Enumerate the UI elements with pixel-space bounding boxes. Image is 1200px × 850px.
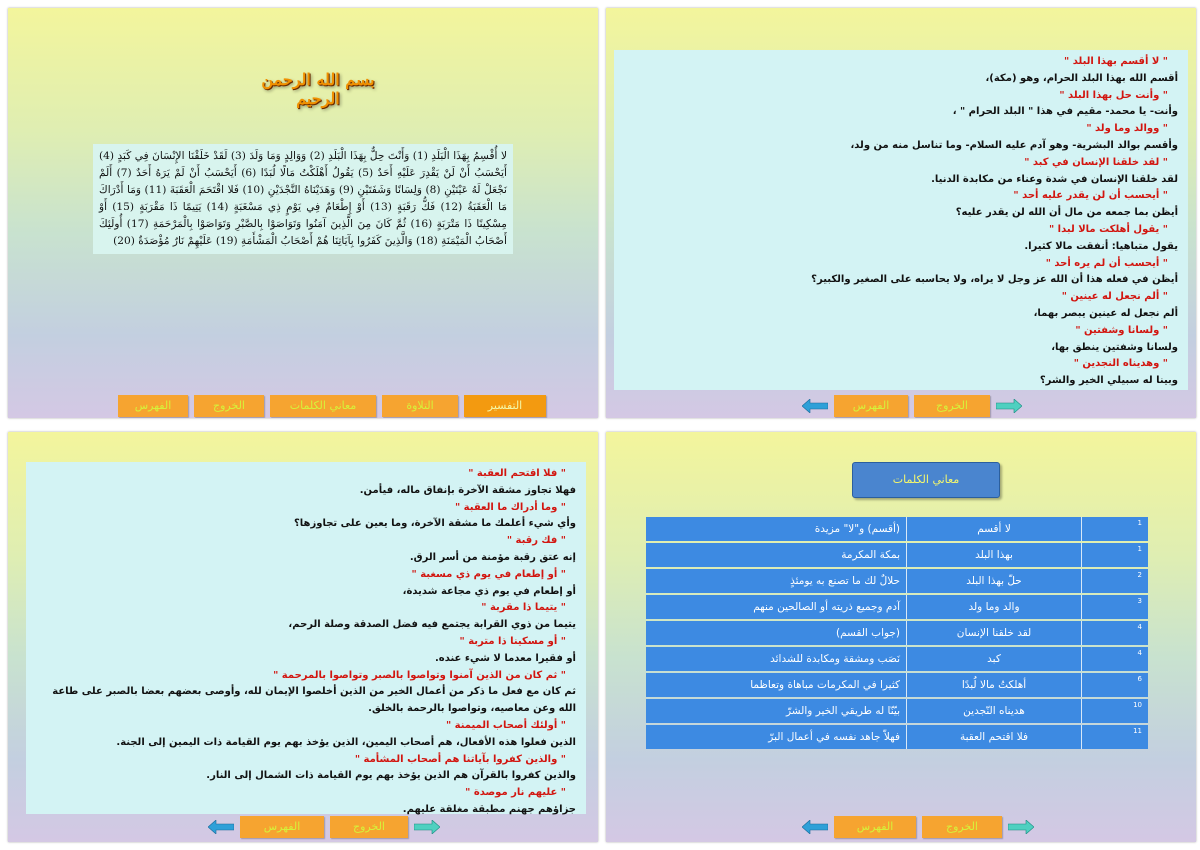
verse-quote: " يتيما ذا مقربة " [481,602,566,614]
word-meanings-table [646,515,1148,751]
meaning-cell: كثيرا في المكرمات مباهاة وتعاظما [646,673,906,697]
verse-quote: " ألم نجعل له عينين " [1061,291,1168,303]
meaning-cell: آدم وجميع ذريته أو الصالحين منهم [646,595,906,619]
table-row [646,647,1148,671]
row-number: 4 [1081,621,1148,645]
verse-quote: " أو مسكينا ذا متربة " [459,635,566,647]
index-button[interactable]: الفهرس [834,395,908,417]
verse-explanation: أقسم الله بهذا البلد الحرام، وهو (مكة)، [985,72,1178,84]
verse-explanation: ألم نجعل له عينين يبصر بهما، [1033,307,1178,319]
verse-quote: " ووالد وما ولد " [1086,123,1168,135]
meaning-cell: بمكة المكرمة [646,543,906,567]
word-cell: حلّ بهذا البلد [906,569,1081,593]
index-button[interactable]: الفهرس [240,816,324,838]
word-cell: بهذا البلد [906,543,1081,567]
table-row [646,595,1148,619]
slide1-navbar [118,395,546,417]
row-number: 1 [1081,517,1148,541]
slide3-navbar [208,816,440,838]
row-number: 3 [1081,595,1148,619]
word-cell: أهلكتُ مالا لُبدًا [906,673,1081,697]
word-cell: هديناه النّجدين [906,699,1081,723]
exit-button[interactable]: الخروج [330,816,408,838]
verse-explanation: أيظن في فعله هذا أن الله عز وجل لا يراه، ولا يحاسبه على الصغير والكبير؟ [811,274,1178,286]
verse-explanation: جزاؤهم جهنم مطبقة مغلقة عليهم. [402,803,576,815]
row-number: 2 [1081,569,1148,593]
verse-quote: " أولئك أصحاب الميمنة " [445,719,566,731]
next-arrow-icon[interactable] [1008,820,1034,834]
exit-button[interactable]: الخروج [922,816,1002,838]
verse-explanation: إنه عتق رقبة مؤمنة من أسر الرق. [409,551,576,563]
tafsir-button[interactable]: التفسير [464,395,546,417]
exit-button[interactable]: الخروج [194,395,264,417]
slide-word-meanings [606,432,1196,842]
slide2-navbar [802,395,1022,417]
next-arrow-icon[interactable] [414,820,440,834]
word-cell: لا أقسم [906,517,1081,541]
verse-quote: " يقول أهلكت مالا لبدا " [1048,223,1168,235]
verse-quote: " فلا اقتحم العقبة " [468,468,566,479]
table-row [646,673,1148,697]
verse-quote: " ولسانا وشفتين " [1075,324,1168,336]
prev-arrow-icon[interactable] [208,820,234,834]
verse-explanation: وأي شيء أعلمك ما مشقة الآخرة، وما يعين على تجاوزها؟ [294,518,576,530]
verse-explanation: أو إطعام في يوم ذي مجاعة شديدة، [402,585,576,597]
verse-explanation: وبينا له سبيلي الخير والشر؟ [1039,375,1178,387]
word-meanings-banner: معاني الكلمات [852,462,1000,498]
tafsir-panel-1 [614,50,1188,390]
verse-explanation: وأقسم بوالد البشرية- وهو آدم عليه السلام- وما تناسل منه من ولد، [850,139,1178,151]
verse-quote: " وأنت حل بهذا البلد " [1059,89,1168,101]
index-button[interactable]: الفهرس [834,816,916,838]
surah-verses: لا أُقْسِمُ بِهَذَا الْبَلَدِ (1) وَأَنْتَ حِلٌّ بِهَذَا الْبَلَدِ (2) وَوَالِدٍ وَمَا وَلَدَ (3) لَقَدْ خَلَقْنَا الإِنْسَانَ فِي كَبَدٍ (4) أَيَحْسَبُ أَنْ لَنْ يَقْدِرَ عَلَيْهِ أَحَدٌ (5) يَقُولُ أَهْلَكْتُ مَالًا لُبَدًا (6) أَيَحْسَبُ أَنْ لَمْ يَرَهُ أَحَدٌ (7) أَلَمْ نَجْعَلْ لَهُ عَيْنَيْنِ (8) وَلِسَانًا وَشَفَتَيْنِ (9) وَهَدَيْنَاهُ النَّجْدَيْنِ (10) فَلا اقْتَحَمَ الْعَقَبَةَ (11) وَمَا أَدْرَاكَ مَا الْعَقَبَةُ (12) فَكُّ رَقَبَةٍ (13) أَوْ إِطْعَامٌ فِي يَوْمٍ ذِي مَسْغَبَةٍ (14) يَتِيمًا ذَا مَقْرَبَةٍ (15) أَوْ مِسْكِينًا ذَا مَتْرَبَةٍ (16) ثُمَّ كَانَ مِنَ الَّذِينَ آمَنُوا وَتَوَاصَوْا بِالصَّبْرِ وَتَوَاصَوْا بِالْمَرْحَمَةِ (17) أُولَئِكَ أَصْحَابُ الْمَيْمَنَةِ (18) وَالَّذِينَ كَفَرُوا بِآيَاتِنَا هُمْ أَصْحَابُ الْمَشْأَمَةِ (19) عَلَيْهِمْ نَارٌ مُؤْصَدَةٌ (20) [93,144,513,254]
verse-explanation: أو فقيرا معدما لا شيء عنده. [435,652,576,664]
slide4-navbar [802,816,1034,838]
table-row [646,621,1148,645]
table-row [646,569,1148,593]
verse-quote: " فك رقبة " [506,535,566,547]
meaning-cell: (جواب القسم) [646,621,906,645]
verse-quote: " أيحسب أن لن يقدر عليه أحد " [1013,190,1168,202]
exit-button[interactable]: الخروج [914,395,990,417]
slide-tafsir-1 [606,8,1196,418]
word-cell: كبد [906,647,1081,671]
verse-explanation: أيظن بما جمعه من مال أن الله لن يقدر عليه؟ [955,207,1178,219]
meaning-cell: (أقسم) و"لا" مزيدة [646,517,906,541]
verse-quote: " أو إطعام في يوم ذي مسغبة " [411,568,566,580]
index-button[interactable]: الفهرس [118,395,188,417]
prev-arrow-icon[interactable] [802,399,828,413]
verse-explanation: ثم كان مع فعل ما ذكر من أعمال الخير من الذين أخلصوا الإيمان لله، وأوصى بعضهم بعضا بالصبر على طاعة الله وعن معاصيه، وتواصوا بالرحمة بالخلق. [52,686,576,715]
slide-tafsir-2 [8,432,598,842]
verse-explanation: وأنت- يا محمد- مقيم في هذا " البلد الحرام " ، [952,106,1178,118]
verse-quote: " وهديناه النجدين " [1073,358,1168,370]
table-row [646,699,1148,723]
meanings-button[interactable]: معاني الكلمات [270,395,376,417]
verse-explanation: ولسانا وشفتين ينطق بها، [1051,341,1178,353]
verse-quote: " والذين كفروا بآياتنا هم أصحاب المشأمة " [354,753,566,765]
row-number: 4 [1081,647,1148,671]
table-row [646,517,1148,541]
bismillah-title: بسم الله الرحمن الرحيم [261,70,375,108]
meaning-cell: فهلاّ جاهد نفسه في أعمال البرّ [646,725,906,749]
verse-explanation: لقد خلقنا الإنسان في شدة وعناء من مكابدة الدنيا. [931,173,1178,185]
verse-explanation: والذين كفروا بالقرآن هم الذين يؤخذ بهم يوم القيامة ذات الشمال إلى النار. [206,770,576,782]
recitation-button[interactable]: التلاوة [382,395,458,417]
tafsir-panel-2 [26,462,586,814]
verse-quote: " عليهم نار موصدة " [465,787,566,799]
meaning-cell: نَصَب ومشقة ومكابدة للشدائد [646,647,906,671]
verse-quote: " وما أدراك ما العقبة " [454,501,566,513]
row-number: 10 [1081,699,1148,723]
verse-explanation: يقول متباهيا: أنفقت مالا كثيرا. [1024,240,1178,252]
table-row [646,543,1148,567]
meaning-cell: بيّنّا له طريقي الخير والشرّ [646,699,906,723]
verse-quote: " ثم كان من الذين آمنوا وتواصوا بالصبر وتواصوا بالمرحمة " [273,669,566,681]
verse-quote: " لقد خلقنا الإنسان في كبد " [1024,156,1168,168]
verse-explanation: الذين فعلوا هذه الأفعال، هم أصحاب اليمين، الذين يؤخذ بهم يوم القيامة ذات اليمين إلى الجنة. [116,736,576,748]
row-number: 11 [1081,725,1148,749]
prev-arrow-icon[interactable] [802,820,828,834]
word-cell: فلا اقتحم العقبة [906,725,1081,749]
verse-explanation: يتيما من ذوي القرابة يجتمع فيه فضل الصدقة وصلة الرحم، [288,619,576,631]
next-arrow-icon[interactable] [996,399,1022,413]
table-row [646,725,1148,749]
slide-surah-text [8,8,598,418]
word-cell: لقد خلقنا الإنسان [906,621,1081,645]
meaning-cell: حلالٌ لك ما تصنع به يومئذٍ [646,569,906,593]
row-number: 1 [1081,543,1148,567]
word-cell: والد وما ولد [906,595,1081,619]
row-number: 6 [1081,673,1148,697]
verse-quote: " أيحسب أن لم يره أحد " [1045,257,1168,269]
verse-explanation: فهلا تجاوز مشقة الآخرة بإنفاق ماله، فيأمن. [359,484,576,496]
verse-quote: " لا أقسم بهذا البلد " [1064,56,1168,67]
